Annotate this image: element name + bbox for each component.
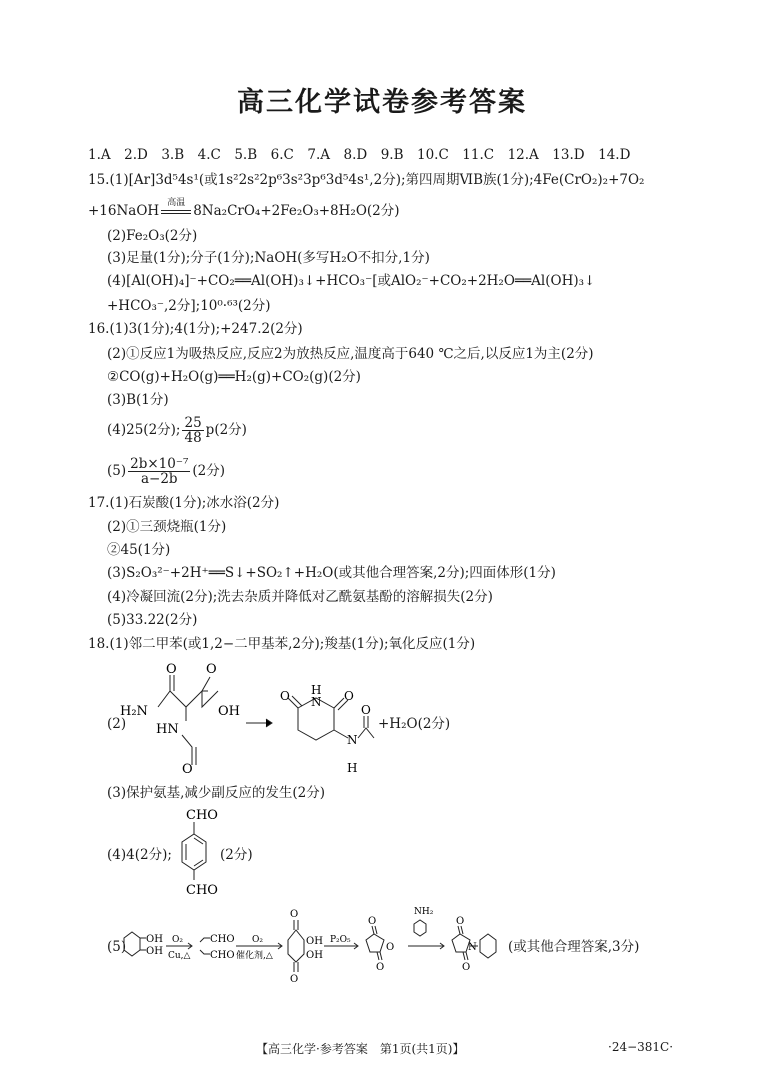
q18-part5-label: (5) [107,939,127,955]
q18-part2-product-structure [278,680,388,780]
q18-part4-score: (2分) [220,847,253,863]
q18-part2-label: (2) [107,716,127,732]
q16-part4-suffix: p(2分) [205,422,247,438]
struct-label-o: O [280,689,290,703]
struct-label-h2n: H₂N [120,704,148,719]
struct-label-nh2: NH₂ [414,907,434,917]
q15-part1-line1: 15.(1)[Ar]3d⁵4s¹(或1s²2s²2p⁶3s²3p⁶3d⁵4s¹,2分);第四周期ⅥB族(1分);4Fe(CrO₂)₂+7O₂ [88,172,645,188]
q16-part2-line1: (2)①反应1为吸热反应,反应2为放热反应,温度高于640 ℃之后,以反应1为主(2分) [107,346,594,362]
struct-label-oh: OH [146,946,163,957]
reagent-o2: O₂ [252,935,263,945]
struct-label-o: O [182,762,193,775]
struct-label-o: O [361,703,371,717]
reagent-p2o5: P₂O₅ [330,935,351,945]
condition-cu-heat: Cu,△ [168,951,191,961]
q16-part1: 16.(1)3(1分);4(1分);+247.2(2分) [88,321,303,337]
struct-label-oh: OH [146,934,163,945]
fraction-25-48 [182,416,203,445]
q16-part4 [107,416,247,445]
q16-part4-prefix: (4)25(2分); [107,422,181,438]
q15-part2: (2)Fe₂O₃(2分) [107,228,198,244]
struct-label-oh: OH [306,950,323,961]
q15-part1-line2 [88,198,400,220]
q16-part5-prefix: (5) [107,463,127,479]
struct-label-o: O [456,916,465,927]
q16-part2-line2: ②CO(g)+H₂O(g)══H₂(g)+CO₂(g)(2分) [107,369,361,385]
q18-part1: 18.(1)邻二甲苯(或1,2−二甲基苯,2分);羧基(1分);氧化反应(1分) [88,636,476,652]
q17-part2-line2: ②45(1分) [107,542,171,558]
q17-part2-line1: (2)①三颈烧瓶(1分) [107,519,227,535]
q16-part5 [107,457,225,486]
reaction-arrow [159,198,193,220]
struct-label-o: O [166,662,177,677]
struct-label-o: O [386,942,395,953]
struct-label-o: O [344,689,354,703]
struct-label-o: O [368,916,377,927]
fraction-denominator: a−2b [140,471,178,487]
condition-catalyst-heat: 催化剂,△ [236,951,273,961]
multiple-choice-answers: 1.A 2.D 3.B 4.C 5.B 6.C 7.A 8.D 9.B 10.C 11.C 12.A 13.D 14.D [88,147,631,163]
struct-label-o: O [290,909,299,920]
q18-part4-label: (4)4(2分); [107,847,172,863]
q15-part4-line2: +HCO₃⁻,2分];10⁰·⁶³(2分) [107,298,271,314]
q18-part3: (3)保护氨基,减少副反应的发生(2分) [107,785,326,801]
struct-label-oh: OH [306,936,323,947]
struct-label-h: H [311,683,322,697]
footer-center: 【高三化学·参考答案 第1页(共1页)】 [256,1042,465,1056]
q17-part5: (5)33.22(2分) [107,612,198,628]
fraction-kb [128,457,190,486]
q17-part3: (3)S₂O₃²⁻+2H⁺══S↓+SO₂↑+H₂O(或其他合理答案,2分);四面体形(1分) [107,565,556,581]
struct-label-n: N [311,695,322,709]
struct-label-n: N [347,733,358,747]
q17-part1: 17.(1)石炭酸(1分);冰水浴(2分) [88,495,280,511]
struct-label-cho: CHO [210,934,235,945]
struct-label-o: O [462,962,471,973]
footer-right: ·24−381C· [608,1040,674,1054]
struct-label-hn: HN [156,722,179,737]
q18-part2-score: +H₂O(2分) [378,716,451,732]
fraction-numerator: 25 [184,415,202,431]
q15-equation-reactant: +16NaOH [88,203,160,219]
struct-label-cho: CHO [186,883,218,898]
q18-part5-synthesis-route [118,900,508,982]
reaction-condition: 高温 [167,198,186,208]
reagent-o2: O₂ [172,935,183,945]
q17-part4: (4)冷凝回流(2分);洗去杂质并降低对乙酰氨基酚的溶解损失(2分) [107,589,493,605]
q15-part4-line1: (4)[Al(OH)₄]⁻+CO₂══Al(OH)₃↓+HCO₃⁻[或AlO₂⁻+CO₂+2H₂O══Al(OH)₃↓ [107,273,596,289]
q15-equation-product: 8Na₂CrO₄+2Fe₂O₃+8H₂O(2分) [193,203,400,219]
struct-label-o: O [376,962,385,973]
struct-label-o: O [290,974,299,982]
struct-label-oh: OH [218,704,240,719]
fraction-numerator: 2b×10⁻⁷ [130,456,189,472]
page-title: 高三化学试卷参考答案 [237,87,527,118]
q15-part3: (3)足量(1分);分子(1分);NaOH(多写H₂O不扣分,1分) [107,250,430,266]
q16-part3: (3)B(1分) [107,392,169,408]
struct-label-h: H [347,761,358,775]
q18-part5-score: (或其他合理答案,3分) [508,939,640,955]
struct-label-o: O [206,662,217,677]
struct-label-cho: CHO [186,808,218,823]
q16-part5-suffix: (2分) [192,463,226,479]
fraction-denominator: 48 [184,430,202,446]
struct-label-n: N [468,942,477,953]
struct-label-cho: CHO [210,950,235,961]
